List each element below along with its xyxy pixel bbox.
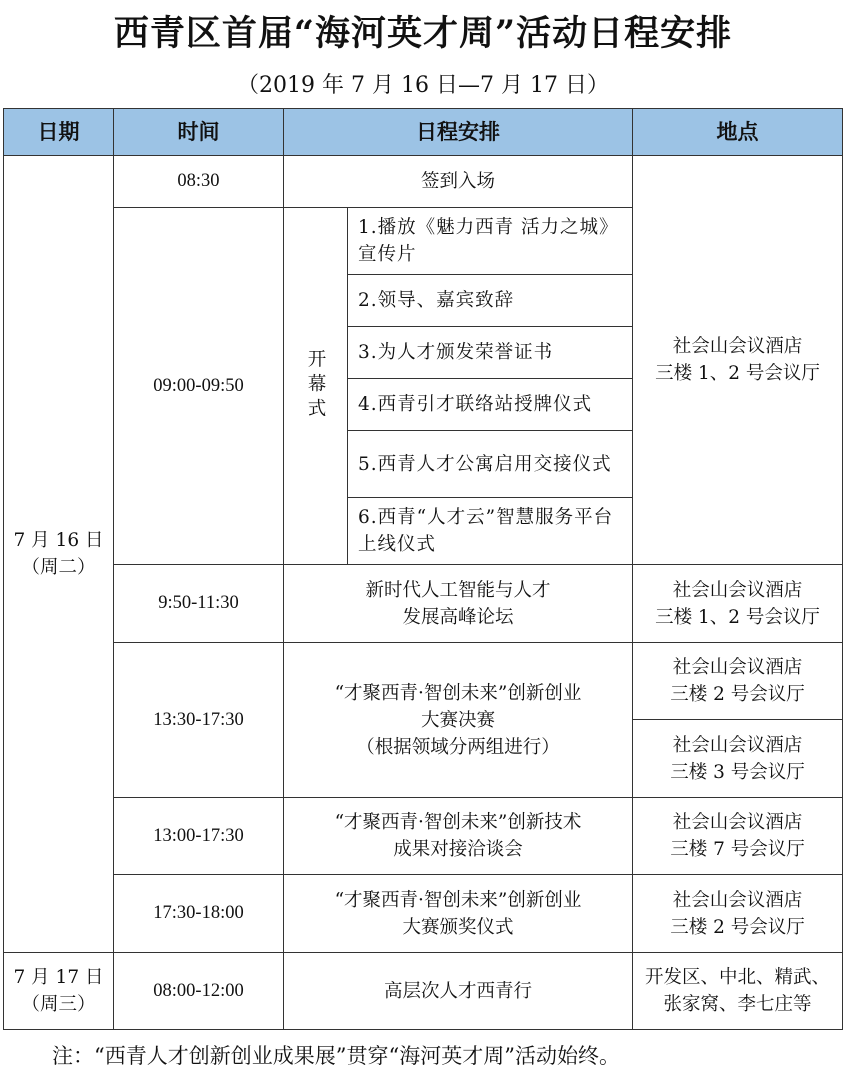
award-event [284,875,633,953]
opening-location [633,156,843,565]
tech-location-line2: 三楼 7 号会议厅 [670,839,805,860]
opening-item-3: 3.为人才颁发荣誉证书 [348,327,633,379]
forum-event-line1: 新时代人工智能与人才 [365,579,551,601]
day2-date: 7 月 17 日 [13,967,104,988]
opening-label-cell [284,208,348,565]
table-row [4,156,843,208]
award-time: 17:30-18:00 [114,875,284,953]
forum-location [633,565,843,643]
schedule-table [3,108,843,1030]
day2-weekday: （周三） [21,994,96,1015]
day2-date-cell [4,953,114,1030]
contest-time: 13:30-17:30 [114,643,284,798]
opening-item-4: 4.西青引才联络站授牌仪式 [348,379,633,431]
forum-event-line2: 发展高峰论坛 [402,606,514,628]
tech-event-line1: “才聚西青·智创未来”创新技术 [334,812,582,833]
tech-location-line1: 社会山会议酒店 [672,812,803,833]
tech-time: 13:00-17:30 [114,798,284,875]
opening-item-5: 5.西青人才公寓启用交接仪式 [348,431,633,498]
checkin-time: 08:30 [114,156,284,208]
table-row [4,953,843,1030]
tour-event: 高层次人才西青行 [284,953,633,1030]
award-location-line2: 三楼 2 号会议厅 [670,916,805,938]
tech-location [633,798,843,875]
header-time: 时间 [114,109,284,156]
opening-time: 09:00-09:50 [114,208,284,565]
award-event-line1: “才聚西青·智创未来”创新创业 [334,889,582,911]
contest-event-line1: “才聚西青·智创未来”创新创业 [334,682,582,704]
contest-location-a [633,643,843,720]
contest-location-b-line2: 三楼 3 号会议厅 [670,761,805,783]
contest-location-a-line2: 三楼 2 号会议厅 [670,684,805,705]
award-location [633,875,843,953]
day1-date: 7 月 16 日 [13,530,104,551]
contest-event-line3: （根据领域分两组进行） [356,736,560,758]
contest-location-b [633,720,843,798]
award-location-line1: 社会山会议酒店 [672,889,803,911]
date-range-subtitle: （2019 年 7 月 16 日—7 月 17 日） [237,73,609,98]
tour-location-line2: 张家窝、李七庄等 [663,994,812,1015]
header-schedule: 日程安排 [284,109,633,156]
forum-location-line2: 三楼 1、2 号会议厅 [655,606,820,628]
opening-item-1: 1.播放《魅力西青 活力之城》宣传片 [348,208,633,275]
tour-location [633,953,843,1030]
opening-item-6: 6.西青“人才云”智慧服务平台上线仪式 [348,498,633,565]
tour-location-line1: 开发区、中北、精武、 [644,967,830,988]
table-header-row [4,109,843,156]
tech-event-line2: 成果对接洽谈会 [393,839,523,860]
forum-location-line1: 社会山会议酒店 [672,579,803,601]
contest-location-a-line1: 社会山会议酒店 [672,657,803,678]
opening-location-line1: 社会山会议酒店 [672,336,803,357]
table-row [4,565,843,643]
award-event-line2: 大赛颁奖仪式 [402,916,514,938]
table-row [4,643,843,720]
header-location: 地点 [633,109,843,156]
contest-location-b-line1: 社会山会议酒店 [672,734,803,756]
contest-event-line2: 大赛决赛 [420,709,495,731]
table-row [4,875,843,953]
opening-label: 开幕式 [305,349,326,423]
forum-time: 9:50-11:30 [114,565,284,643]
opening-location-line2: 三楼 1、2 号会议厅 [655,363,820,384]
opening-item-2: 2.领导、嘉宾致辞 [348,275,633,327]
forum-event [284,565,633,643]
day1-date-cell [4,156,114,953]
checkin-event: 签到入场 [284,156,633,208]
table-row [4,798,843,875]
footnote: 注：“西青人才创新创业成果展”贯穿“海河英才周”活动始终。 [52,1044,620,1068]
header-date: 日期 [4,109,114,156]
day1-weekday: （周二） [21,557,96,578]
tour-time: 08:00-12:00 [114,953,284,1030]
tech-event [284,798,633,875]
page-title: 西青区首届“海河英才周”活动日程安排 [113,13,733,54]
contest-event [284,643,633,798]
